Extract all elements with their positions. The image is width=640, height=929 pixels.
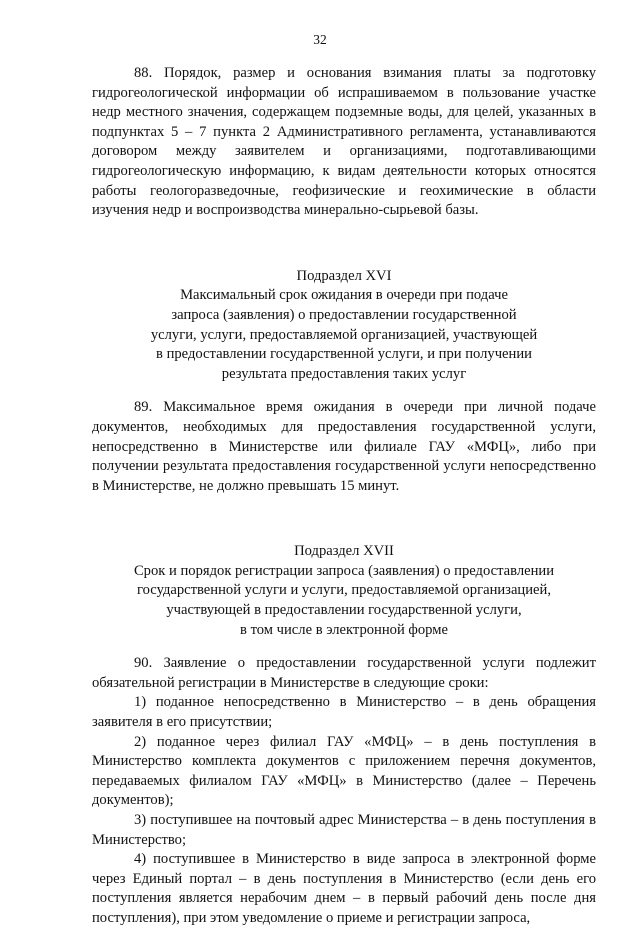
subsection-17-line: участвующей в предоставлении государственной услуги,: [166, 602, 522, 619]
subsection-16-title: Подраздел XVI: [296, 267, 392, 284]
paragraph-90-item-1: 1) поданное непосредственно в Министерство – в день обращения заявителя в его присутствии;: [92, 694, 596, 731]
paragraph-90-item-2: 2) поданное через филиал ГАУ «МФЦ» – в день поступления в Министерство комплекта документов с приложением перечня документов, передаваемых филиалом ГАУ «МФЦ» в Министерство (далее – Перечень документов);: [92, 733, 596, 809]
subsection-16-line: запроса (заявления) о предоставлении государственной: [171, 306, 517, 323]
subsection-17-line: Срок и порядок регистрации запроса (заявления) о предоставлении: [133, 562, 555, 579]
subsection-16-line: услуги, услуги, предоставляемой организацией, участвующей: [150, 326, 538, 343]
subsection-17-title: Подраздел XVII: [294, 543, 394, 560]
subsection-17-line: государственной услуги и услуги, предоставляемой организацией,: [137, 582, 551, 599]
subsection-16-line: в предоставлении государственной услуги, и при получении: [156, 346, 532, 363]
page-number: 32: [313, 32, 327, 47]
subsection-16-line: Максимальный срок ожидания в очереди при подаче: [180, 287, 508, 304]
subsection-16-line: результата предоставления таких услуг: [221, 365, 467, 382]
subsection-17-line: в том числе в электронной форме: [240, 621, 448, 638]
paragraph-89: 89. Максимальное время ожидания в очереди при личной подаче документов, необходимых для предоставления государственной услуги, непосредственно в Министерстве или филиале ГАУ «МФЦ», либо при получении результата предоставления государственной услуги непосредственно в Министерстве, не должно превышать 15 минут.: [92, 399, 596, 494]
paragraph-90-item-3: 3) поступившее на почтовый адрес Министерства – в день поступления в Министерство;: [92, 812, 596, 848]
subsection-16-heading: [92, 267, 596, 385]
paragraph-90: 90. Заявление о предоставлении государственной услуги подлежит обязательной регистрации в Министерстве в следующие сроки:: [92, 655, 596, 691]
paragraph-88: 88. Порядок, размер и основания взимания платы за подготовку гидрогеологической информации об испрашиваемом в пользование участке недр местного значения, содержащем подземные воды, для целей, указанных в подпунктах 5 – 7 пункта 2 Административного регламента, устанавливаются договором между заявителем и организациями, подготавливающими гидрогеологическую информацию, к видам деятельности которых относятся работы геологоразведочные, геофизические и геохимические в области изучения недр и воспроизводства минерально-сырьевой базы.: [92, 65, 596, 219]
paragraph-90-item-4: 4) поступившее в Министерство в виде запроса в электронной форме через Единый портал – в день поступления в Министерство (если день его поступления является нерабочим днем – в первый рабочий день после дня поступления), при этом уведомление о приеме и регистрации запроса,: [92, 851, 596, 926]
subsection-17-heading: [92, 542, 596, 640]
